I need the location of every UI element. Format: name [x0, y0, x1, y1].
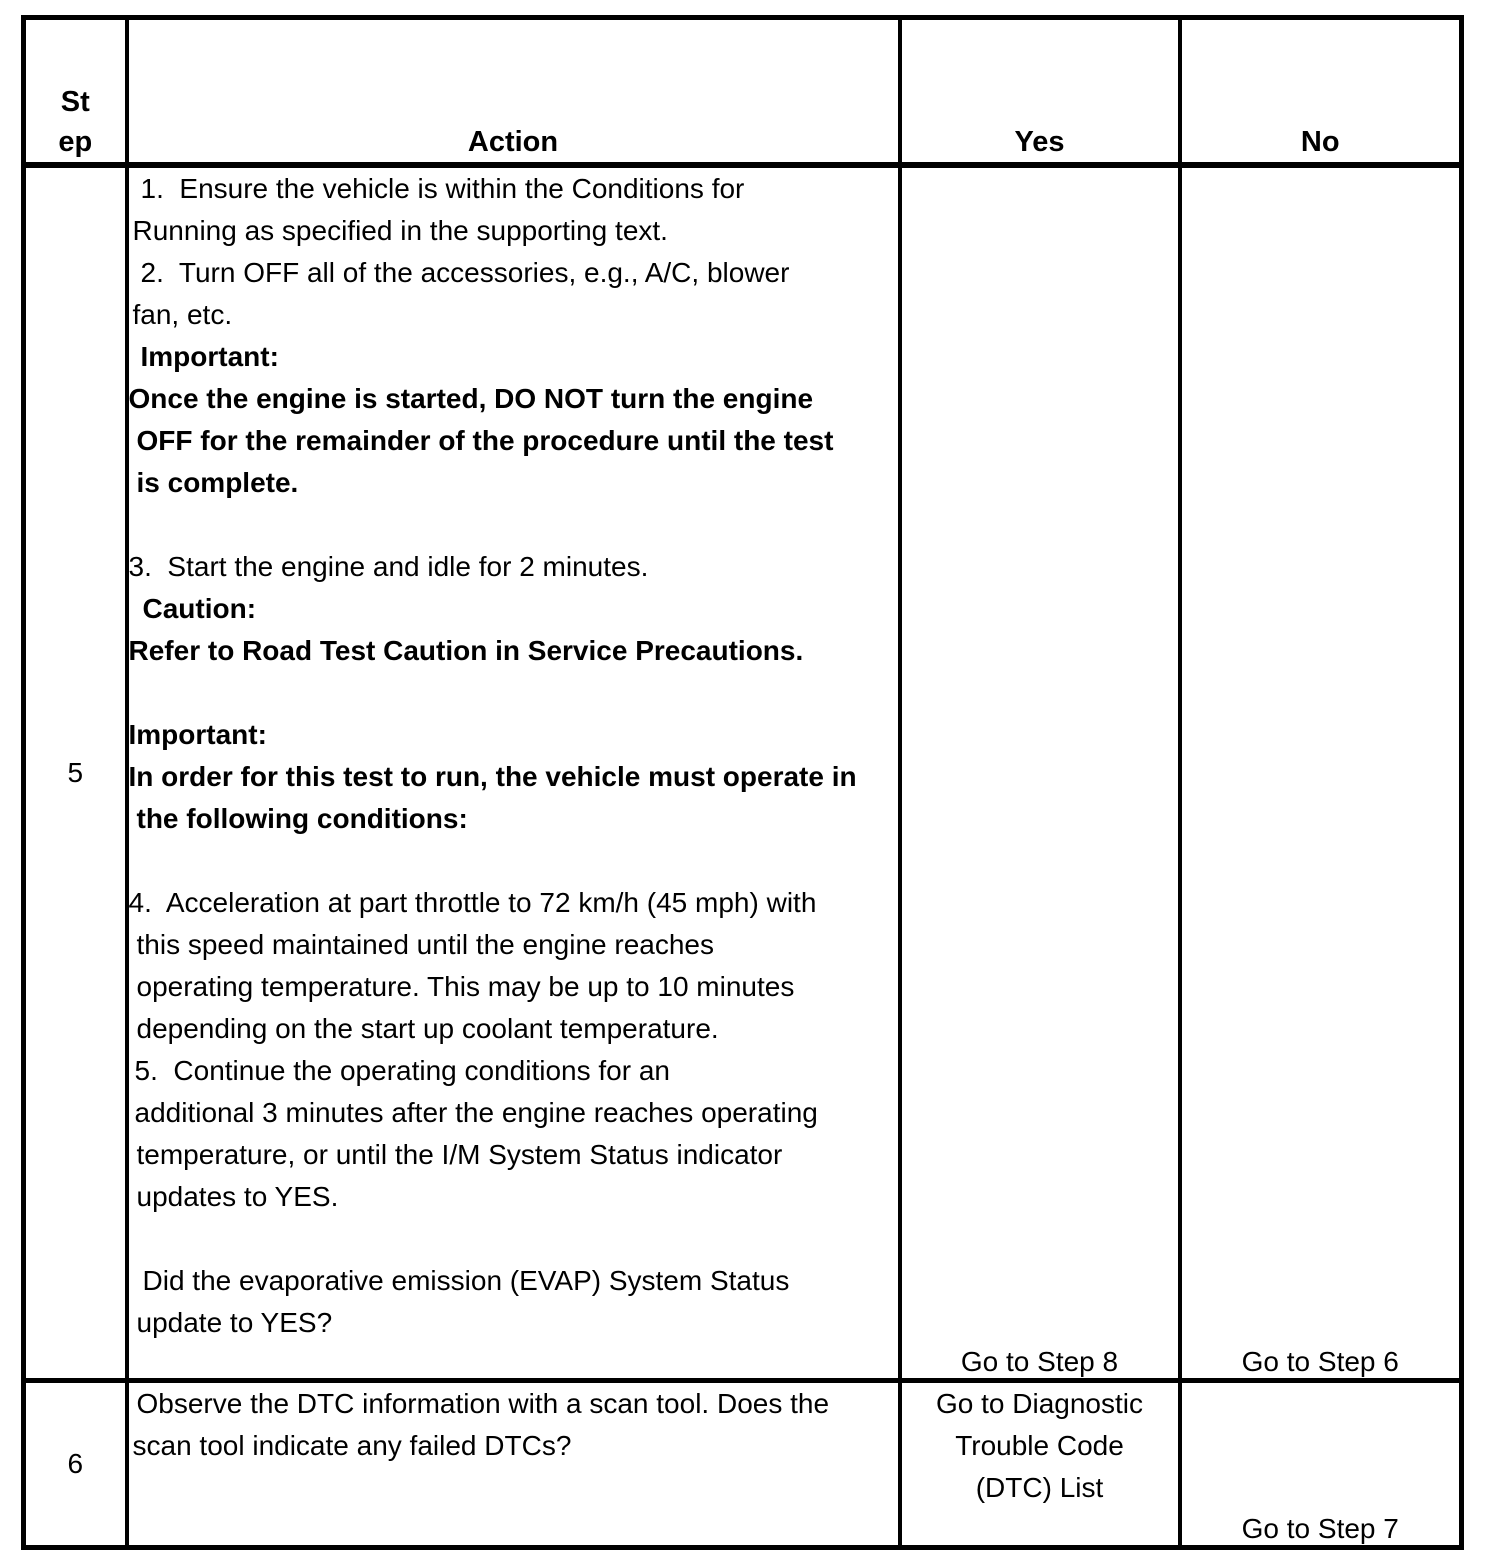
action-line: additional 3 minutes after the engine reaches operating — [134, 1096, 818, 1128]
action-line: 4. Acceleration at part throttle to 72 km/h (45 mph) with — [128, 886, 817, 918]
action-line: 3. Start the engine and idle for 2 minutes. — [128, 550, 649, 582]
action-line-blank — [129, 840, 898, 882]
diagnostic-procedure-table — [21, 15, 1464, 1550]
action-line: this speed maintained until the engine reaches — [136, 928, 714, 960]
action-line: depending on the start up coolant temperature. — [136, 1012, 719, 1044]
action-line: updates to YES. — [136, 1180, 339, 1212]
action-line: update to YES? — [136, 1306, 333, 1338]
action-line: Once the engine is started, DO NOT turn the engine — [128, 382, 814, 414]
action-line: In order for this test to run, the vehicle must operate in — [128, 760, 857, 792]
action-line: Did the evaporative emission (EVAP) System Status — [142, 1264, 790, 1296]
action-line: scan tool indicate any failed DTCs? — [132, 1430, 572, 1461]
yes-line: Go to Diagnostic — [936, 1388, 1143, 1419]
header-step-line1: St — [60, 85, 90, 118]
no-cell: Go to Step 6 — [1180, 165, 1462, 1381]
action-line: operating temperature. This may be up to 10 minutes — [136, 970, 795, 1002]
action-line: Observe the DTC information with a scan tool. Does the — [136, 1388, 830, 1419]
action-line: Important: — [140, 340, 279, 372]
header-no: No — [1180, 18, 1462, 165]
action-line: 1. Ensure the vehicle is within the Conditions for — [140, 172, 745, 204]
action-line-blank — [129, 672, 898, 714]
action-line: the following conditions: — [136, 802, 468, 834]
step-number: 5 — [24, 165, 127, 1381]
action-line: OFF for the remainder of the procedure until the test — [136, 424, 834, 456]
action-line: Running as specified in the supporting text. — [132, 214, 668, 246]
action-line: 5. Continue the operating conditions for an — [134, 1054, 670, 1086]
action-line: temperature, or until the I/M System Status indicator — [136, 1138, 783, 1170]
header-row — [24, 18, 1462, 165]
yes-line: Trouble Code — [955, 1430, 1124, 1461]
yes-line: (DTC) List — [975, 1472, 1104, 1503]
header-step — [24, 18, 127, 165]
action-line-blank — [129, 504, 898, 546]
header-step-line2: ep — [58, 125, 93, 158]
header-action: Action — [127, 18, 900, 165]
action-cell — [127, 1381, 900, 1548]
action-line: Important: — [128, 718, 267, 750]
action-line-blank — [129, 1218, 898, 1260]
action-line: Refer to Road Test Caution in Service Precautions. — [128, 634, 804, 666]
table-row-step-5 — [24, 165, 1462, 1381]
step-number: 6 — [24, 1381, 127, 1548]
table-row-step-6 — [24, 1381, 1462, 1548]
no-cell: Go to Step 7 — [1180, 1381, 1462, 1548]
header-yes: Yes — [900, 18, 1180, 165]
action-line: fan, etc. — [132, 298, 233, 330]
action-line: is complete. — [136, 466, 299, 498]
yes-cell — [900, 1381, 1180, 1548]
yes-cell: Go to Step 8 — [900, 165, 1180, 1381]
action-line: Caution: — [142, 592, 257, 624]
action-line: 2. Turn OFF all of the accessories, e.g., A/C, blower — [140, 256, 790, 288]
action-cell — [127, 165, 900, 1381]
